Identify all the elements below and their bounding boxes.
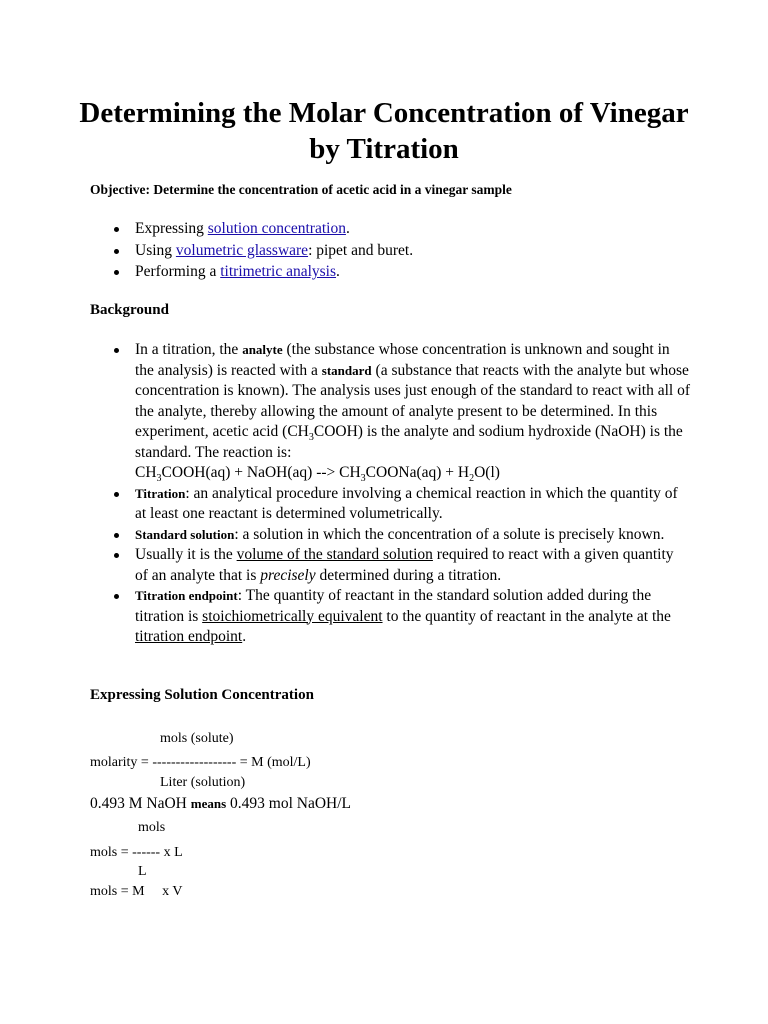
molarity-equation: molarity = ------------------ = M (mol/L) xyxy=(90,755,311,770)
list-item: Performing a titrimetric analysis. xyxy=(90,262,690,283)
objective-text: Objective: Determine the concentration of acetic acid in a vinegar sample xyxy=(90,182,512,197)
link-titrimetric-analysis[interactable]: titrimetric analysis xyxy=(220,263,337,280)
list-item: Expressing solution concentration. xyxy=(90,219,690,240)
means-line: 0.493 M NaOH means 0.493 mol NaOH/L xyxy=(90,795,351,812)
link-solution-concentration[interactable]: solution concentration xyxy=(207,220,346,237)
list-item: Titration endpoint: The quantity of reactant in the standard solution added during the titration is stoichiometrically equivalent to the quantity of reactant in the analyte at the titration endpoint. xyxy=(90,586,690,648)
molarity-numerator: mols (solute) xyxy=(160,731,234,746)
list-item: Titration: an analytical procedure involving a chemical reaction in which the quantity of at least one reactant is determined volumetrically. xyxy=(90,484,690,525)
list-item: Standard solution: a solution in which the concentration of a solute is precisely known. xyxy=(90,525,690,546)
page-title: Determining the Molar Concentration of Vinegar by Titration xyxy=(79,97,689,165)
objectives-list xyxy=(90,219,690,284)
list-item: Usually it is the volume of the standard solution required to react with a given quantity of an analyte that is precisely determined during a titration. xyxy=(90,545,690,586)
mols-mv-equation: mols = M x V xyxy=(90,884,183,899)
mols-equation: mols = ------ x L xyxy=(90,845,183,860)
list-item: In a titration, the analyte (the substance whose concentration is unknown and sought in the analysis) is reacted with a standard (a substance that reacts with the analyte but whose concentration is known). The analysis uses just enough of the standard to react with all of the analyte, thereby allowing the amount of analyte present to be determined. In this experiment, acetic acid $(CH_3COOH)$ is the analyte and sodium hydroxide (NaOH) is the standard. The reaction is: $CH_3COOH(aq)$ + NaOH(aq) --> $CH_3COONa(aq) + H_2O(l)$ xyxy=(90,340,690,484)
link-volumetric-glassware[interactable]: volumetric glassware xyxy=(175,241,309,259)
mols-denominator: L xyxy=(138,864,147,879)
molarity-denominator: Liter (solution) xyxy=(160,775,246,790)
list-item: Using volumetric glassware: pipet and buret. xyxy=(90,241,690,262)
background-heading: Background xyxy=(90,302,169,318)
background-list xyxy=(90,340,690,648)
concentration-heading: Expressing Solution Concentration xyxy=(90,687,314,703)
mols-numerator: mols xyxy=(138,820,166,835)
